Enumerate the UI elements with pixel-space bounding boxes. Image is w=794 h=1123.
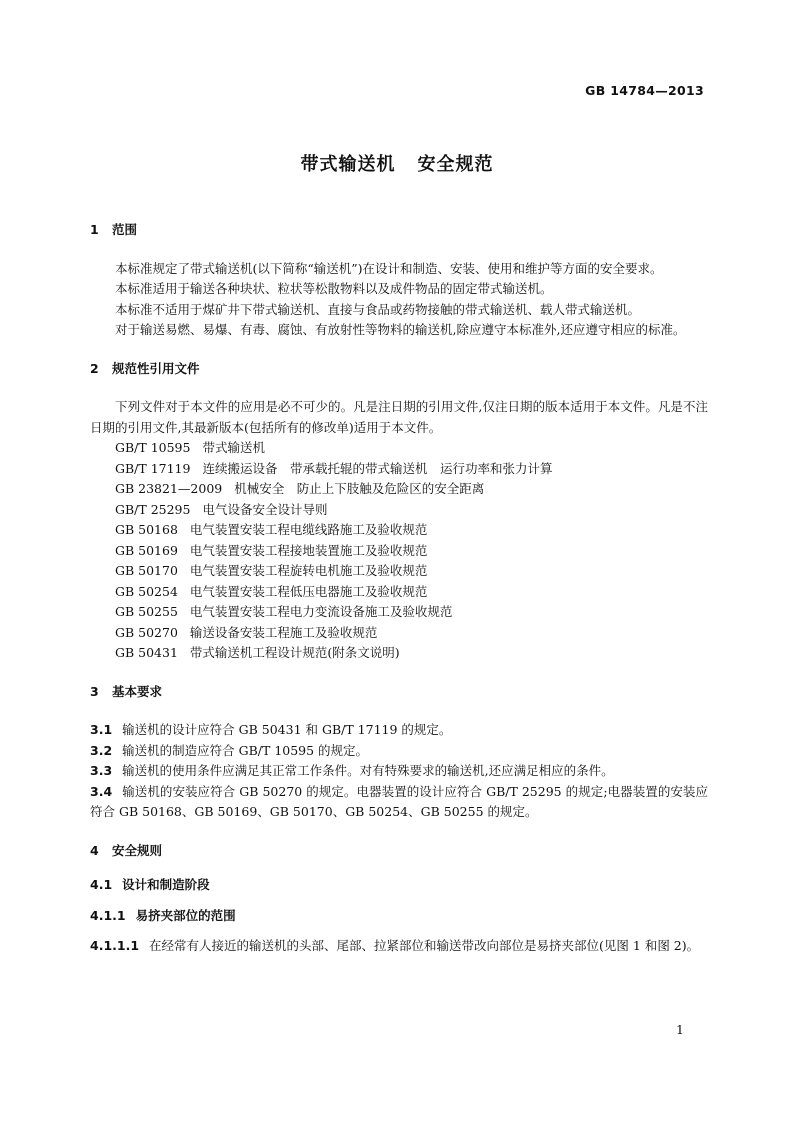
- document-body: [90, 220, 708, 957]
- clause: [90, 761, 708, 782]
- ref-title: 电气装置安装工程低压电器施工及验收规范: [189, 583, 428, 599]
- clause: [90, 720, 708, 741]
- ref-code: GB/T 10595: [115, 440, 191, 455]
- subsection-number: 4.1.1: [90, 907, 126, 923]
- clause-text: 输送机的安装应符合 GB 50270 的规定。电器装置的设计应符合 GB/T 25295 的规定;电器装置的安装应符合 GB 50168、GB 50169、GB 50170、GB 50254、GB 50255 的规定。: [90, 783, 708, 819]
- clause-number: 3.1: [90, 722, 113, 737]
- section-number: 3: [90, 683, 99, 699]
- paragraph: 本标准规定了带式输送机(以下简称“输送机”)在设计和制造、安装、使用和维护等方面的安全要求。: [115, 260, 663, 276]
- title-part-2: 安全规范: [417, 154, 494, 175]
- ref-title: 电气装置安装工程电力变流设备施工及验收规范: [189, 604, 453, 619]
- ref-code: GB/T 25295: [115, 501, 191, 517]
- ref-title: 电气装置安装工程电缆线路施工及验收规范: [189, 522, 428, 537]
- clause-text: 输送机的使用条件应满足其正常工作条件。对有特殊要求的输送机,还应满足相应的条件。: [122, 763, 614, 778]
- ref-title: 带式输送机: [202, 440, 265, 455]
- subsection-number: 4.1: [90, 877, 113, 892]
- ref-code: GB 50255: [115, 604, 178, 619]
- list-item: [90, 541, 708, 562]
- clause-number: 3.4: [90, 783, 113, 799]
- ref-code: GB 50254: [115, 583, 178, 599]
- clause: [90, 741, 708, 762]
- paragraph: 本标准不适用于煤矿井下带式输送机、直接与食品或药物接触的带式输送机、载人带式输送机。: [115, 301, 641, 317]
- section-title: 范围: [112, 222, 138, 237]
- ref-code: GB 50169: [115, 542, 178, 558]
- ref-title: 输送设备安装工程施工及验收规范: [189, 624, 378, 640]
- section-title: 基本要求: [112, 683, 163, 699]
- clause-text: 输送机的制造应符合 GB/T 10595 的规定。: [122, 742, 369, 758]
- subsection-title: 设计和制造阶段: [122, 877, 210, 892]
- section-3-heading: [90, 682, 708, 703]
- ref-title: 电气装置安装工程旋转电机施工及验收规范: [189, 563, 428, 578]
- standard-code: GB 14784—2013: [585, 83, 704, 98]
- list-item: [90, 459, 708, 480]
- reference-list: [90, 438, 708, 664]
- page-number: 1: [676, 1022, 684, 1037]
- ref-code: GB 50170: [115, 563, 178, 578]
- list-item: [90, 561, 708, 582]
- clause-text: 输送机的设计应符合 GB 50431 和 GB/T 17119 的规定。: [122, 722, 452, 737]
- paragraph: 下列文件对于本文件的应用是必不可少的。凡是注日期的引用文件,仅注日期的版本适用于本文件。凡是不注日期的引用文件,其最新版本(包括所有的修改单)适用于本文件。: [90, 399, 708, 435]
- clause: [90, 782, 708, 823]
- section-1-heading: [90, 220, 708, 241]
- clause: [90, 936, 708, 957]
- ref-title: 带式输送机工程设计规范(附条文说明): [189, 645, 400, 660]
- paragraph: 本标准适用于输送各种块状、粒状等松散物料以及成件物品的固定带式输送机。: [115, 281, 553, 296]
- subsection-title: 易挤夹部位的范围: [135, 907, 236, 923]
- ref-title: 机械安全 防止上下肢触及危险区的安全距离: [234, 481, 485, 496]
- document-title: [0, 150, 794, 176]
- ref-code: GB 50168: [115, 522, 178, 537]
- ref-code: GB 50270: [115, 624, 178, 640]
- clause-text: 在经常有人接近的输送机的头部、尾部、拉紧部位和输送带改向部位是易挤夹部位(见图 1 和图 2)。: [149, 938, 700, 953]
- section-number: 2: [90, 360, 99, 376]
- section-4-heading: [90, 841, 708, 862]
- subsection-4-1-1-heading: [90, 906, 708, 927]
- ref-code: GB/T 17119: [115, 460, 191, 476]
- list-item: [90, 500, 708, 521]
- ref-title: 电气设备安全设计导则: [202, 501, 328, 517]
- section-number: 4: [90, 842, 99, 858]
- ref-title: 电气装置安装工程接地装置施工及验收规范: [189, 542, 428, 558]
- ref-code: GB 23821—2009: [115, 481, 223, 496]
- ref-title: 连续搬运设备 带承载托辊的带式输送机 运行功率和张力计算: [202, 460, 553, 476]
- clause-number: 3.3: [90, 763, 113, 778]
- subsection-4-1-heading: [90, 875, 708, 896]
- list-item: [90, 438, 708, 459]
- ref-code: GB 50431: [115, 645, 178, 660]
- section-title: 规范性引用文件: [112, 360, 200, 376]
- list-item: [90, 479, 708, 500]
- title-part-1: 带式输送机: [300, 154, 396, 175]
- paragraph: 对于输送易燃、易爆、有毒、腐蚀、有放射性等物料的输送机,除应遵守本标准外,还应遵守相应的标准。: [115, 322, 686, 337]
- section-2-heading: [90, 359, 708, 380]
- section-title: 安全规则: [112, 842, 163, 858]
- section-number: 1: [90, 222, 99, 237]
- list-item: [90, 602, 708, 623]
- clause-number: 4.1.1.1: [90, 938, 140, 953]
- list-item: [90, 520, 708, 541]
- list-item: [90, 643, 708, 664]
- list-item: [90, 582, 708, 603]
- clause-number: 3.2: [90, 742, 113, 758]
- list-item: [90, 623, 708, 644]
